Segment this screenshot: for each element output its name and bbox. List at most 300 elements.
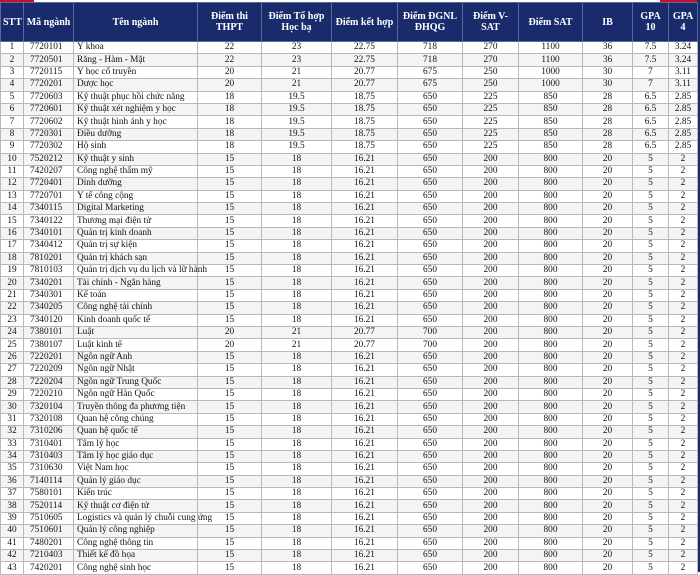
table-row: [1, 277, 698, 289]
header-sat: Điểm SAT: [519, 3, 583, 42]
cell-gpa10: 5: [633, 252, 669, 264]
cell-vsat: 225: [463, 141, 519, 153]
cell-thpt: 18: [198, 128, 262, 140]
cell-ib: 20: [583, 388, 633, 400]
cell-gpa4: 2: [669, 376, 698, 388]
cell-code: 7310630: [24, 463, 74, 475]
cell-sat: 800: [519, 289, 583, 301]
cell-combined: 16.21: [332, 277, 398, 289]
table-row: [1, 562, 698, 574]
cell-dgnl: 700: [398, 326, 463, 338]
cell-code: 7340101: [24, 227, 74, 239]
cell-gpa10: 7.5: [633, 42, 669, 54]
cell-dgnl: 718: [398, 42, 463, 54]
cell-stt: 2: [1, 54, 24, 66]
cell-stt: 14: [1, 203, 24, 215]
cell-thpt: 15: [198, 488, 262, 500]
cell-dgnl: 650: [398, 265, 463, 277]
cell-combined: 16.21: [332, 450, 398, 462]
cell-sat: 800: [519, 277, 583, 289]
cell-hocba: 21: [262, 79, 332, 91]
cell-thpt: 15: [198, 413, 262, 425]
cell-thpt: 15: [198, 240, 262, 252]
cell-stt: 41: [1, 537, 24, 549]
cell-code: 7510605: [24, 512, 74, 524]
cell-dgnl: 718: [398, 54, 463, 66]
cell-dgnl: 650: [398, 500, 463, 512]
cell-combined: 16.21: [332, 165, 398, 177]
cell-stt: 8: [1, 128, 24, 140]
table-row: [1, 265, 698, 277]
cell-ib: 36: [583, 54, 633, 66]
cell-gpa4: 2: [669, 215, 698, 227]
cell-thpt: 15: [198, 289, 262, 301]
cell-vsat: 200: [463, 512, 519, 524]
cell-code: 7420207: [24, 165, 74, 177]
cell-code: 7720401: [24, 178, 74, 190]
cell-gpa4: 2: [669, 190, 698, 202]
cell-ib: 20: [583, 227, 633, 239]
cell-sat: 800: [519, 450, 583, 462]
cell-gpa10: 5: [633, 463, 669, 475]
cell-combined: 16.21: [332, 364, 398, 376]
cell-gpa10: 5: [633, 165, 669, 177]
cell-gpa4: 2: [669, 401, 698, 413]
cell-gpa4: 2: [669, 339, 698, 351]
cell-code: 7210403: [24, 550, 74, 562]
cell-combined: 16.21: [332, 178, 398, 190]
cell-ib: 20: [583, 351, 633, 363]
cell-gpa4: 2.85: [669, 141, 698, 153]
cell-name: Tâm lý học giáo dục: [74, 450, 198, 462]
cell-gpa10: 5: [633, 289, 669, 301]
cell-gpa4: 2.85: [669, 103, 698, 115]
cell-hocba: 18: [262, 227, 332, 239]
table-row: [1, 302, 698, 314]
table-row: [1, 165, 698, 177]
cell-dgnl: 650: [398, 426, 463, 438]
cell-stt: 27: [1, 364, 24, 376]
cell-ib: 20: [583, 401, 633, 413]
cell-thpt: 15: [198, 537, 262, 549]
cell-gpa4: 3.11: [669, 66, 698, 78]
cell-thpt: 20: [198, 66, 262, 78]
cell-dgnl: 650: [398, 450, 463, 462]
cell-ib: 28: [583, 141, 633, 153]
cell-hocba: 18: [262, 388, 332, 400]
table-row: [1, 289, 698, 301]
cell-combined: 16.21: [332, 227, 398, 239]
cell-gpa4: 2: [669, 289, 698, 301]
cell-gpa10: 5: [633, 153, 669, 165]
cell-gpa4: 2: [669, 426, 698, 438]
cell-gpa4: 2: [669, 326, 698, 338]
cell-name: Dinh dưỡng: [74, 178, 198, 190]
cell-name: Dược học: [74, 79, 198, 91]
cell-stt: 29: [1, 388, 24, 400]
cell-gpa10: 6.5: [633, 141, 669, 153]
cell-vsat: 200: [463, 265, 519, 277]
cell-stt: 1: [1, 42, 24, 54]
cell-code: 7340122: [24, 215, 74, 227]
cell-name: Công nghệ thẩm mỹ: [74, 165, 198, 177]
cell-stt: 25: [1, 339, 24, 351]
cell-thpt: 15: [198, 364, 262, 376]
cell-sat: 800: [519, 203, 583, 215]
cell-dgnl: 650: [398, 314, 463, 326]
cell-name: Quản trị kinh doanh: [74, 227, 198, 239]
cell-dgnl: 650: [398, 252, 463, 264]
table-row: [1, 475, 698, 487]
cell-name: Điều dưỡng: [74, 128, 198, 140]
table-row: [1, 66, 698, 78]
cell-ib: 20: [583, 525, 633, 537]
cell-gpa10: 5: [633, 413, 669, 425]
table-row: [1, 550, 698, 562]
cell-gpa10: 5: [633, 550, 669, 562]
cell-ib: 20: [583, 488, 633, 500]
cell-thpt: 18: [198, 141, 262, 153]
cell-name: Công nghệ sinh học: [74, 562, 198, 574]
cell-thpt: 15: [198, 401, 262, 413]
header-vsat: Điểm V-SAT: [463, 3, 519, 42]
cell-code: 7340412: [24, 240, 74, 252]
cell-ib: 28: [583, 128, 633, 140]
cell-gpa10: 5: [633, 351, 669, 363]
cell-gpa4: 2: [669, 178, 698, 190]
cell-gpa4: 2.85: [669, 116, 698, 128]
cell-name: Y khoa: [74, 42, 198, 54]
cell-vsat: 200: [463, 203, 519, 215]
cell-ib: 20: [583, 364, 633, 376]
cell-combined: 18.75: [332, 103, 398, 115]
cell-combined: 16.21: [332, 475, 398, 487]
cell-thpt: 18: [198, 116, 262, 128]
cell-code: 7340120: [24, 314, 74, 326]
header-combined: Điểm kết hợp: [332, 3, 398, 42]
cell-hocba: 18: [262, 450, 332, 462]
cell-stt: 23: [1, 314, 24, 326]
cell-vsat: 200: [463, 165, 519, 177]
table-row: [1, 488, 698, 500]
cell-stt: 11: [1, 165, 24, 177]
cell-vsat: 200: [463, 388, 519, 400]
cell-name: Luật: [74, 326, 198, 338]
cell-gpa10: 6.5: [633, 103, 669, 115]
cell-ib: 20: [583, 215, 633, 227]
cell-gpa10: 5: [633, 401, 669, 413]
cell-hocba: 18: [262, 203, 332, 215]
cell-dgnl: 650: [398, 240, 463, 252]
cell-gpa10: 5: [633, 525, 669, 537]
cell-sat: 800: [519, 153, 583, 165]
cell-gpa10: 5: [633, 562, 669, 574]
cell-vsat: 200: [463, 215, 519, 227]
cell-sat: 800: [519, 302, 583, 314]
cell-gpa4: 2: [669, 314, 698, 326]
cell-combined: 16.21: [332, 351, 398, 363]
cell-name: Truyền thông đa phương tiện: [74, 401, 198, 413]
cell-code: 7140114: [24, 475, 74, 487]
cell-combined: 16.21: [332, 426, 398, 438]
cell-sat: 800: [519, 512, 583, 524]
cell-hocba: 18: [262, 252, 332, 264]
cell-dgnl: 675: [398, 66, 463, 78]
cell-combined: 20.77: [332, 326, 398, 338]
cell-ib: 20: [583, 203, 633, 215]
cell-gpa4: 2: [669, 227, 698, 239]
cell-sat: 800: [519, 178, 583, 190]
table-row: [1, 141, 698, 153]
cell-code: 7340301: [24, 289, 74, 301]
table-row: [1, 364, 698, 376]
cell-combined: 16.21: [332, 562, 398, 574]
cell-sat: 800: [519, 562, 583, 574]
cell-code: 7320104: [24, 401, 74, 413]
cell-name: Kinh doanh quốc tế: [74, 314, 198, 326]
cell-code: 7310401: [24, 438, 74, 450]
table-row: [1, 240, 698, 252]
cell-thpt: 18: [198, 103, 262, 115]
cell-combined: 16.21: [332, 388, 398, 400]
cell-dgnl: 650: [398, 215, 463, 227]
cell-ib: 20: [583, 550, 633, 562]
cell-combined: 20.77: [332, 339, 398, 351]
cell-vsat: 200: [463, 426, 519, 438]
cell-thpt: 15: [198, 165, 262, 177]
cell-hocba: 18: [262, 265, 332, 277]
cell-name: Hộ sinh: [74, 141, 198, 153]
cell-code: 7720101: [24, 42, 74, 54]
cell-stt: 28: [1, 376, 24, 388]
cell-dgnl: 650: [398, 562, 463, 574]
cell-sat: 800: [519, 265, 583, 277]
cell-combined: 20.77: [332, 66, 398, 78]
cell-name: Kỹ thuật xét nghiệm y học: [74, 103, 198, 115]
cell-ib: 20: [583, 252, 633, 264]
cell-code: 7810201: [24, 252, 74, 264]
cell-dgnl: 650: [398, 116, 463, 128]
cell-name: Quản lý công nghiệp: [74, 525, 198, 537]
cell-hocba: 19.5: [262, 128, 332, 140]
table-row: [1, 426, 698, 438]
cell-gpa10: 5: [633, 376, 669, 388]
cell-thpt: 20: [198, 79, 262, 91]
cell-dgnl: 650: [398, 203, 463, 215]
cell-hocba: 18: [262, 500, 332, 512]
table-row: [1, 79, 698, 91]
cell-thpt: 22: [198, 42, 262, 54]
cell-vsat: 250: [463, 66, 519, 78]
cell-stt: 31: [1, 413, 24, 425]
cell-gpa4: 2: [669, 302, 698, 314]
table-row: [1, 103, 698, 115]
cell-combined: 16.21: [332, 525, 398, 537]
cell-name: Digital Marketing: [74, 203, 198, 215]
cell-hocba: 18: [262, 438, 332, 450]
cell-code: 7220210: [24, 388, 74, 400]
cell-name: Kế toán: [74, 289, 198, 301]
cell-thpt: 20: [198, 326, 262, 338]
cell-name: Công nghệ tài chính: [74, 302, 198, 314]
cell-sat: 1000: [519, 79, 583, 91]
cell-dgnl: 650: [398, 401, 463, 413]
cell-hocba: 18: [262, 240, 332, 252]
cell-hocba: 18: [262, 525, 332, 537]
cell-name: Kỹ thuật hình ảnh y học: [74, 116, 198, 128]
cell-stt: 3: [1, 66, 24, 78]
cell-combined: 16.21: [332, 512, 398, 524]
cell-gpa10: 6.5: [633, 91, 669, 103]
cell-stt: 35: [1, 463, 24, 475]
cell-gpa10: 6.5: [633, 128, 669, 140]
cell-dgnl: 700: [398, 339, 463, 351]
cell-ib: 30: [583, 66, 633, 78]
cell-sat: 1000: [519, 66, 583, 78]
table-row: [1, 388, 698, 400]
cell-sat: 800: [519, 376, 583, 388]
cell-name: Luật kinh tế: [74, 339, 198, 351]
cell-code: 7720602: [24, 116, 74, 128]
cell-combined: 16.21: [332, 413, 398, 425]
cell-hocba: 18: [262, 153, 332, 165]
cell-stt: 21: [1, 289, 24, 301]
cell-ib: 20: [583, 289, 633, 301]
cell-code: 7220209: [24, 364, 74, 376]
cell-name: Quan hệ quốc tế: [74, 426, 198, 438]
table-row: [1, 413, 698, 425]
cell-dgnl: 650: [398, 128, 463, 140]
cell-vsat: 200: [463, 289, 519, 301]
cell-gpa4: 3.24: [669, 42, 698, 54]
cell-gpa4: 2: [669, 512, 698, 524]
cell-ib: 20: [583, 376, 633, 388]
cell-gpa10: 5: [633, 438, 669, 450]
cell-sat: 800: [519, 364, 583, 376]
cell-code: 7810103: [24, 265, 74, 277]
cell-sat: 1100: [519, 54, 583, 66]
cell-thpt: 15: [198, 265, 262, 277]
cell-ib: 20: [583, 190, 633, 202]
cell-sat: 800: [519, 314, 583, 326]
cell-combined: 16.21: [332, 314, 398, 326]
cell-thpt: 15: [198, 178, 262, 190]
cell-combined: 16.21: [332, 500, 398, 512]
cell-gpa4: 2: [669, 252, 698, 264]
cell-thpt: 15: [198, 215, 262, 227]
cell-combined: 16.21: [332, 215, 398, 227]
cell-code: 7720601: [24, 103, 74, 115]
cell-name: Y học cổ truyền: [74, 66, 198, 78]
cell-stt: 5: [1, 91, 24, 103]
cell-vsat: 200: [463, 252, 519, 264]
cell-sat: 850: [519, 128, 583, 140]
cell-stt: 38: [1, 500, 24, 512]
cell-thpt: 15: [198, 227, 262, 239]
cell-vsat: 225: [463, 91, 519, 103]
cell-ib: 20: [583, 265, 633, 277]
cell-sat: 800: [519, 488, 583, 500]
cell-code: 7720201: [24, 79, 74, 91]
cell-combined: 16.21: [332, 463, 398, 475]
cell-hocba: 21: [262, 339, 332, 351]
cell-stt: 40: [1, 525, 24, 537]
cell-combined: 16.21: [332, 265, 398, 277]
cell-hocba: 19.5: [262, 116, 332, 128]
cell-combined: 16.21: [332, 550, 398, 562]
cell-combined: 16.21: [332, 302, 398, 314]
cell-combined: 22.75: [332, 42, 398, 54]
cell-combined: 20.77: [332, 79, 398, 91]
cell-hocba: 18: [262, 277, 332, 289]
cell-sat: 850: [519, 91, 583, 103]
cell-gpa10: 5: [633, 240, 669, 252]
cell-sat: 800: [519, 426, 583, 438]
cell-stt: 33: [1, 438, 24, 450]
cell-gpa10: 5: [633, 203, 669, 215]
cell-sat: 800: [519, 351, 583, 363]
cell-dgnl: 650: [398, 277, 463, 289]
cell-gpa10: 5: [633, 537, 669, 549]
cell-name: Kiến trúc: [74, 488, 198, 500]
cell-vsat: 200: [463, 326, 519, 338]
cell-dgnl: 675: [398, 79, 463, 91]
cell-code: 7720301: [24, 128, 74, 140]
table-body: [1, 42, 698, 575]
cell-dgnl: 650: [398, 525, 463, 537]
cell-stt: 22: [1, 302, 24, 314]
table-row: [1, 252, 698, 264]
cell-stt: 43: [1, 562, 24, 574]
cell-gpa10: 5: [633, 388, 669, 400]
table-row: [1, 537, 698, 549]
cell-gpa4: 2: [669, 364, 698, 376]
cell-combined: 18.75: [332, 141, 398, 153]
cell-thpt: 15: [198, 475, 262, 487]
cell-sat: 800: [519, 215, 583, 227]
cell-vsat: 200: [463, 550, 519, 562]
header-gpa4: GPA 4: [669, 3, 698, 42]
cell-hocba: 23: [262, 42, 332, 54]
cell-gpa4: 2: [669, 265, 698, 277]
admission-scores-table: [0, 2, 698, 575]
cell-dgnl: 650: [398, 141, 463, 153]
cell-code: 7720302: [24, 141, 74, 153]
cell-dgnl: 650: [398, 227, 463, 239]
cell-code: 7320108: [24, 413, 74, 425]
table-row: [1, 190, 698, 202]
cell-dgnl: 650: [398, 91, 463, 103]
cell-gpa10: 5: [633, 302, 669, 314]
cell-hocba: 18: [262, 289, 332, 301]
header-name: Tên ngành: [74, 3, 198, 42]
cell-vsat: 270: [463, 54, 519, 66]
cell-ib: 20: [583, 426, 633, 438]
cell-thpt: 15: [198, 351, 262, 363]
cell-thpt: 15: [198, 314, 262, 326]
cell-code: 7480201: [24, 537, 74, 549]
cell-stt: 10: [1, 153, 24, 165]
cell-gpa4: 3.24: [669, 54, 698, 66]
cell-thpt: 22: [198, 54, 262, 66]
cell-gpa10: 5: [633, 450, 669, 462]
table-row: [1, 500, 698, 512]
cell-combined: 16.21: [332, 537, 398, 549]
cell-combined: 18.75: [332, 116, 398, 128]
cell-ib: 20: [583, 165, 633, 177]
cell-sat: 800: [519, 252, 583, 264]
cell-hocba: 23: [262, 54, 332, 66]
